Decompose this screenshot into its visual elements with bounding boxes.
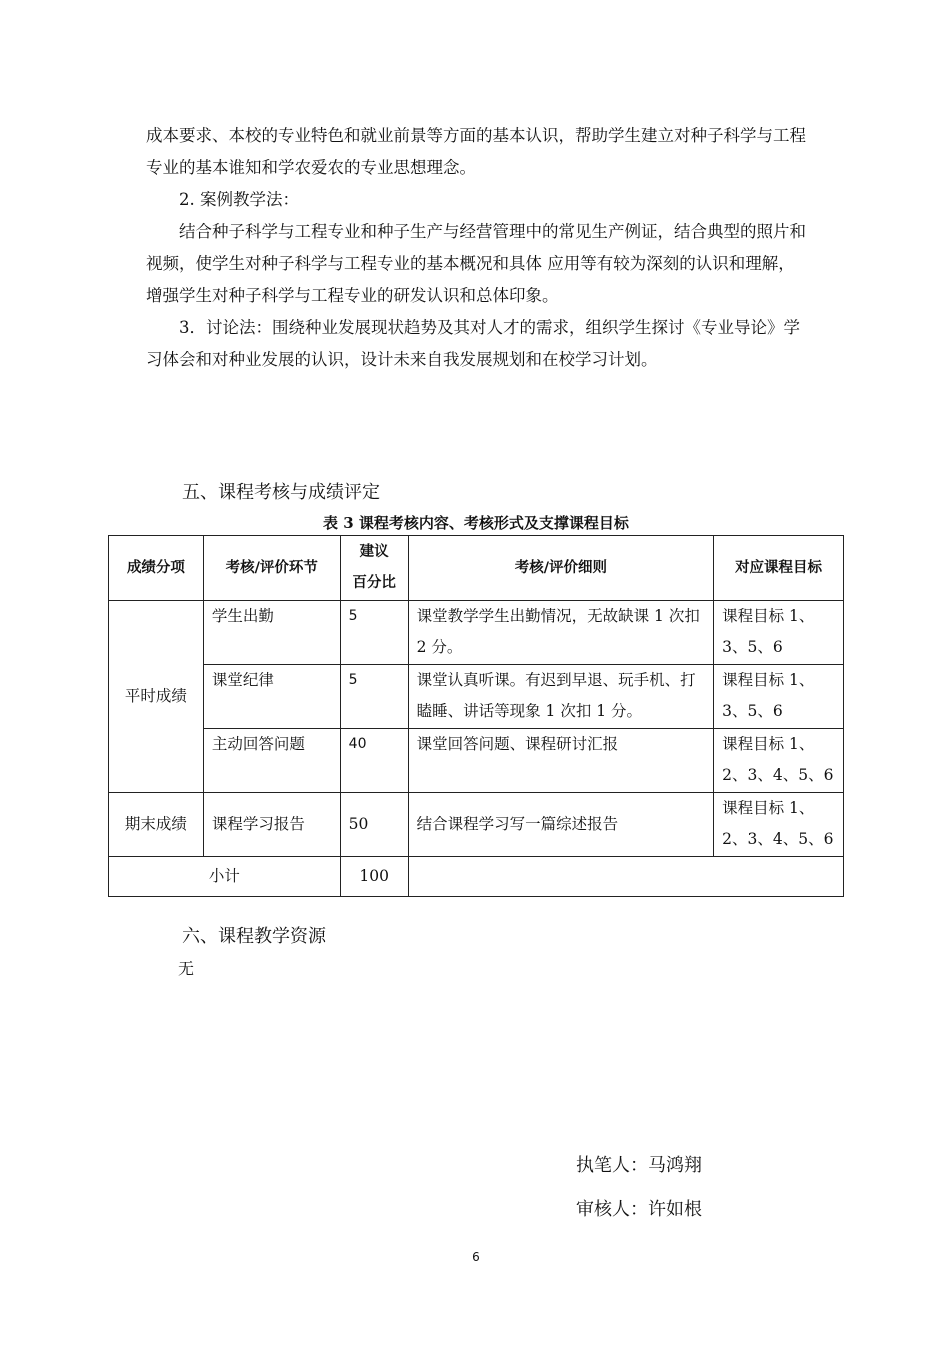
- cell-details: 课堂教学学生出勤情况，无故缺课 1 次扣 2 分。: [408, 601, 714, 665]
- header-component: 考核/评价环节: [203, 536, 340, 601]
- header-objectives: 对应课程目标: [714, 536, 844, 601]
- method-2-text: 结合种子科学与工程专业和种子生产与经营管理中的常见生产例证，结合典型的照片和视频，使学生对种子科学与工程专业的基本概况和具体 应用等有较为深刻的认识和理解，增强学生对种子科学与工程专业的研发认识和总体印象。: [146, 222, 806, 305]
- paragraph-line: 成本要求、本校的专业特色和就业前景等方面的基本认识，帮助学生建立对种子科学与工程: [146, 126, 806, 145]
- cell-percent: 40: [340, 729, 408, 793]
- assessment-table: [108, 535, 844, 897]
- cell-details: 课堂回答问题、课程研讨汇报: [408, 729, 714, 793]
- group-regular-grade: 平时成绩: [109, 601, 204, 793]
- table-caption: 表 3 课程考核内容、考核形式及支撑课程目标: [323, 514, 629, 532]
- page-number: 6: [472, 1250, 480, 1264]
- header-percent: 建议 百分比: [340, 536, 408, 601]
- table-row: [109, 729, 844, 793]
- table-row: [109, 793, 844, 857]
- table-row: [109, 665, 844, 729]
- cell-component: 主动回答问题: [203, 729, 340, 793]
- group-final-grade: 期末成绩: [109, 793, 204, 857]
- subtotal-empty-cell: [408, 857, 843, 897]
- header-details: 考核/评价细则: [408, 536, 714, 601]
- cell-component: 学生出勤: [203, 601, 340, 665]
- cell-component: 课堂纪律: [203, 665, 340, 729]
- section-5-heading: 五、课程考核与成绩评定: [182, 482, 380, 503]
- cell-percent: 5: [340, 601, 408, 665]
- paragraph-line: 专业的基本谁知和学农爱农的专业思想理念。: [146, 158, 476, 177]
- subtotal-label: 小计: [109, 857, 341, 897]
- cell-objectives: 课程目标 1、3、5、6: [714, 665, 844, 729]
- table-subtotal-row: [109, 857, 844, 897]
- method-2-title: 2. 案例教学法：: [179, 190, 299, 209]
- header-category: 成绩分项: [109, 536, 204, 601]
- subtotal-value: 100: [340, 857, 408, 897]
- cell-percent: 50: [340, 793, 408, 857]
- cell-component: 课程学习报告: [203, 793, 340, 857]
- table-row: [109, 601, 844, 665]
- writer-signature: 执笔人：马鸿翔: [576, 1155, 702, 1176]
- section-6-content: 无: [178, 959, 195, 978]
- section-6-heading: 六、课程教学资源: [182, 926, 326, 947]
- cell-objectives: 课程目标 1、2、3、4、5、6: [714, 793, 844, 857]
- cell-details: 课堂认真听课。有迟到早退、玩手机、打瞌睡、讲话等现象 1 次扣 1 分。: [408, 665, 714, 729]
- cell-objectives: 课程目标 1、2、3、4、5、6: [714, 729, 844, 793]
- cell-details: 结合课程学习写一篇综述报告: [408, 793, 714, 857]
- reviewer-signature: 审核人：许如根: [576, 1199, 702, 1220]
- paragraph-continued: [146, 120, 811, 184]
- cell-objectives: 课程目标 1、3、5、6: [714, 601, 844, 665]
- table-header-row: [109, 536, 844, 601]
- cell-percent: 5: [340, 665, 408, 729]
- method-3-text: 3．讨论法：围绕种业发展现状趋势及其对人才的需求，组织学生探讨《专业导论》学习体会和对种业发展的认识，设计未来自我发展规划和在校学习计划。: [146, 318, 800, 369]
